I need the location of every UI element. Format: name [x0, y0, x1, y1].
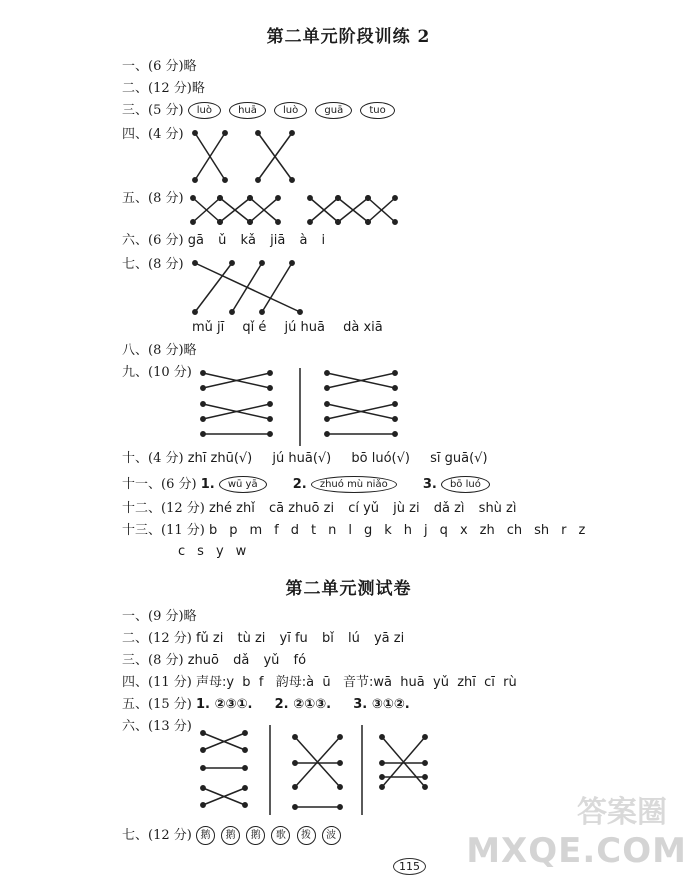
pinyin-item: à — [299, 233, 308, 248]
match-dot — [423, 735, 427, 739]
pinyin-item: sī guā(√) — [430, 451, 488, 466]
pinyin-item: cí yǔ — [348, 501, 380, 516]
item-number: 2. — [292, 477, 307, 492]
match-dot — [393, 417, 397, 421]
char-circle: 拨 — [297, 826, 316, 845]
answer-oval: huā — [229, 102, 266, 119]
initial-item: s — [197, 544, 204, 559]
match-dot — [201, 402, 205, 406]
match-dot — [201, 386, 205, 390]
q-label: 六、(6 分) — [122, 233, 184, 248]
initial-item: w — [235, 544, 247, 559]
match-dot — [338, 761, 342, 765]
initial-item: zh — [479, 523, 495, 538]
pinyin-item: ǔ — [218, 233, 227, 248]
answer-text: 2. ②①③. — [274, 697, 332, 712]
match-dot — [243, 731, 247, 735]
match-dot — [325, 371, 329, 375]
answer-text: 3. ③①②. — [353, 697, 410, 712]
match-dot — [393, 386, 397, 390]
match-dot — [393, 220, 397, 224]
q-label: 十一、(6 分) — [122, 477, 197, 492]
match-dot — [380, 761, 384, 765]
match-dot — [268, 371, 272, 375]
item-number: 3. — [422, 477, 437, 492]
answer-oval: bō luó — [441, 476, 490, 493]
initial-item: sh — [534, 523, 550, 538]
char-circle: 鹅 — [221, 826, 240, 845]
match-dot — [243, 766, 247, 770]
match-dot — [293, 785, 297, 789]
match-dot — [230, 261, 234, 265]
match-dot — [218, 196, 222, 200]
match-dot — [193, 131, 197, 135]
q-label: 十二、(12 分) — [122, 501, 205, 516]
initial-item: c — [178, 544, 186, 559]
match-dot — [336, 220, 340, 224]
char-circle: 鹅 — [196, 826, 215, 845]
match-dot — [276, 220, 280, 224]
pinyin-item: yǔ — [263, 653, 280, 668]
pinyin-item: zhī zhū(√) — [187, 451, 253, 466]
match-dot — [243, 748, 247, 752]
match-dot — [325, 402, 329, 406]
q-label: 二、(12 分) — [122, 631, 192, 646]
match-dot — [325, 386, 329, 390]
match-dot — [248, 196, 252, 200]
initial-item: q — [439, 523, 448, 538]
match-dot — [201, 371, 205, 375]
q-label: 十三、(11 分) — [122, 523, 205, 538]
char-circle: 鹅 — [246, 826, 265, 845]
q-label: 三、(5 分) — [122, 103, 184, 118]
match-dot — [308, 220, 312, 224]
watermark-text: MXQE.COM — [466, 831, 687, 871]
initial-item: k — [384, 523, 392, 538]
q-label: 七、(8 分) — [122, 257, 184, 272]
match-dot — [223, 178, 227, 182]
match-dot — [260, 310, 264, 314]
pinyin-item: yī fu — [279, 631, 308, 646]
match-dot — [293, 735, 297, 739]
pinyin-item: kǎ — [240, 233, 256, 248]
match-dot — [268, 432, 272, 436]
initial-item: j — [424, 523, 428, 538]
initial-item: b — [208, 523, 218, 538]
match-dot — [393, 432, 397, 436]
match-dot — [201, 748, 205, 752]
char-circle: 歌 — [271, 826, 290, 845]
match-dot — [338, 735, 342, 739]
pinyin-item: tù zi — [237, 631, 266, 646]
answer-oval: guā — [315, 102, 352, 119]
match-dot — [276, 196, 280, 200]
initial-item: m — [249, 523, 263, 538]
answer-oval: zhuó mù niǎo — [311, 476, 397, 493]
match-dot — [243, 803, 247, 807]
pinyin-item: mǔ jī — [192, 320, 225, 335]
match-dot — [380, 735, 384, 739]
pinyin-item: dǎ zì — [433, 501, 465, 516]
pinyin-item: zhé zhǐ — [208, 501, 255, 516]
match-dot — [393, 196, 397, 200]
match-dot — [308, 196, 312, 200]
match-line — [195, 263, 232, 312]
match-dot — [325, 417, 329, 421]
match-line — [232, 263, 262, 312]
q-label: 七、(12 分) — [122, 828, 192, 843]
match-dot — [201, 803, 205, 807]
match-dot — [201, 731, 205, 735]
match-dot — [290, 131, 294, 135]
initial-item: z — [578, 523, 586, 538]
match-dot — [260, 261, 264, 265]
q-label: 四、(11 分) — [122, 675, 192, 690]
match-dot — [193, 310, 197, 314]
q-label: 五、(15 分) — [122, 697, 192, 712]
answer-oval: luò — [188, 102, 221, 119]
q-label: 十、(4 分) — [122, 451, 184, 466]
match-dot — [380, 775, 384, 779]
q-label: 八、(8 分)略 — [122, 343, 197, 358]
match-dot — [290, 261, 294, 265]
pinyin-item: bō luó(√) — [351, 451, 410, 466]
initial-item: x — [459, 523, 468, 538]
match-dot — [338, 785, 342, 789]
match-dot — [336, 196, 340, 200]
match-dot — [201, 786, 205, 790]
match-dot — [201, 766, 205, 770]
pinyin-item: shù zì — [478, 501, 517, 516]
match-dot — [243, 786, 247, 790]
match-dot — [298, 310, 302, 314]
match-dot — [248, 220, 252, 224]
pinyin-item: bǐ — [321, 631, 334, 646]
initial-item: ch — [506, 523, 523, 538]
initial-item: t — [311, 523, 317, 538]
q-label: 九、(10 分) — [122, 365, 192, 380]
q-label: 四、(4 分) — [122, 127, 184, 142]
initial-item: d — [290, 523, 300, 538]
pinyin-item: jù zi — [393, 501, 420, 516]
match-dot — [256, 131, 260, 135]
section-title-1: 第二单元阶段训练 2 — [266, 27, 431, 47]
initial-item: y — [215, 544, 224, 559]
match-dot — [393, 371, 397, 375]
match-dot — [191, 196, 195, 200]
match-dot — [193, 178, 197, 182]
pinyin-item: jú huā — [284, 320, 325, 335]
match-dot — [423, 775, 427, 779]
initial-item: n — [328, 523, 337, 538]
section-title-2: 第二单元测试卷 — [285, 579, 412, 599]
match-dot — [256, 178, 260, 182]
q-label: 一、(6 分)略 — [122, 59, 197, 74]
match-dot — [230, 310, 234, 314]
char-circle: 波 — [322, 826, 341, 845]
initial-item: g — [364, 523, 373, 538]
q-label: 五、(8 分) — [122, 191, 184, 206]
match-dot — [201, 417, 205, 421]
watermark-logo: 答案圈 — [577, 795, 667, 830]
match-dot — [268, 417, 272, 421]
initial-item: h — [403, 523, 413, 538]
match-dot — [223, 131, 227, 135]
q-label: 六、(13 分) — [122, 719, 192, 734]
match-dot — [201, 432, 205, 436]
pinyin-item: gā — [187, 233, 204, 248]
pinyin-item: dà xiā — [343, 320, 383, 335]
match-dot — [423, 785, 427, 789]
pinyin-item: lú — [347, 631, 360, 646]
match-line — [262, 263, 292, 312]
pinyin-item: yā zi — [373, 631, 405, 646]
match-dot — [293, 761, 297, 765]
match-dot — [191, 220, 195, 224]
match-dot — [423, 761, 427, 765]
match-dot — [268, 402, 272, 406]
initial-item: r — [561, 523, 567, 538]
match-dot — [338, 805, 342, 809]
pinyin-item: fó — [293, 653, 307, 668]
match-dot — [325, 432, 329, 436]
answer-text: 声母:y b f 韵母:à ū 音节:wā huā yǔ zhī cī rù — [195, 675, 517, 690]
answer-oval: tuo — [360, 102, 394, 119]
q-label: 二、(12 分)略 — [122, 81, 205, 96]
q-label: 一、(9 分)略 — [122, 609, 197, 624]
match-dot — [290, 178, 294, 182]
match-dot — [366, 196, 370, 200]
answer-text: 1. ②③①. — [195, 697, 253, 712]
match-dot — [293, 805, 297, 809]
initial-item: p — [229, 523, 238, 538]
pinyin-item: i — [321, 233, 326, 248]
initial-item: l — [348, 523, 352, 538]
pinyin-item: zhuō — [187, 653, 219, 668]
answer-oval: luò — [274, 102, 307, 119]
pinyin-item: fǔ zi — [195, 631, 224, 646]
item-number: 1. — [200, 477, 215, 492]
pinyin-item: qǐ é — [242, 320, 267, 335]
match-dot — [218, 220, 222, 224]
pinyin-item: jiā — [270, 233, 286, 248]
answer-oval: wū yā — [219, 476, 267, 493]
match-dot — [268, 386, 272, 390]
match-dot — [393, 402, 397, 406]
pinyin-item: dǎ — [233, 653, 250, 668]
pinyin-item: cā zhuō zi — [268, 501, 335, 516]
q-label: 三、(8 分) — [122, 653, 184, 668]
match-dot — [193, 261, 197, 265]
initial-item: f — [274, 523, 279, 538]
pinyin-item: jú huā(√) — [272, 451, 332, 466]
match-dot — [366, 220, 370, 224]
match-dot — [380, 785, 384, 789]
page-number: 115 — [393, 858, 426, 875]
